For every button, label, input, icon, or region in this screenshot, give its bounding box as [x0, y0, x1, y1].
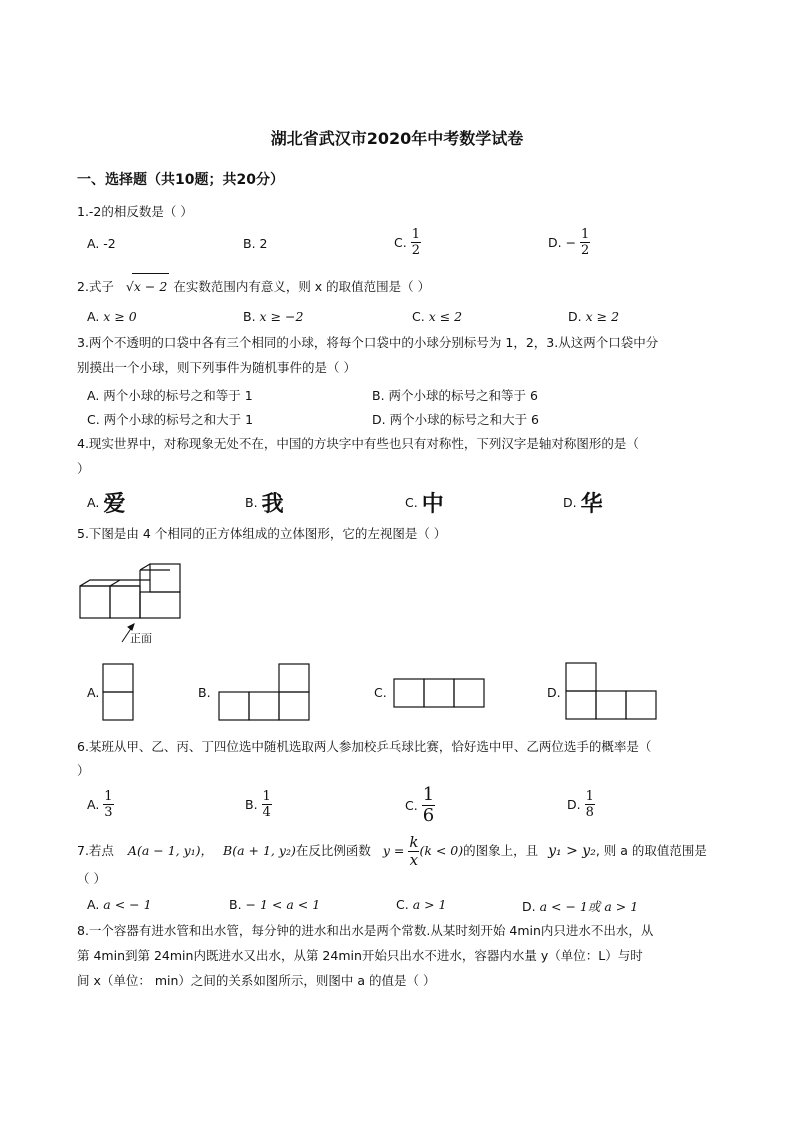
q8-stem-line2: 第 4min到第 24min内既进水又出水，从第 24min开始只出水不进水，容器内水量 y（单位：L）与时 — [77, 948, 643, 963]
q6-stem-line1: 6.某班从甲、乙、丙、丁四位选中随机选取两人参加校乒乓球比赛，恰好选中甲、乙两位选手的概率是（ — [77, 739, 652, 754]
q8-stem-line1: 8.一个容器有进水管和出水管，每分钟的进水和出水是两个常数.从某时刻开始 4min内只进水不出水，从 — [77, 923, 654, 938]
q3-option-d: D. 两个小球的标号之和大于 6 — [372, 412, 539, 427]
q2-option-c: C. x ≤ 2 — [412, 309, 463, 324]
q7-option-d: D. a < − 1或 a > 1 — [522, 899, 639, 914]
q5-view-b — [218, 663, 310, 721]
q3-option-a: A. 两个小球的标号之和等于 1 — [87, 388, 253, 403]
q4-option-a: A. 爱 — [87, 492, 126, 517]
q1-option-d: D. − $\frac{1}{2}$ — [548, 227, 590, 258]
q5-view-a — [102, 663, 134, 721]
q4-option-b: B. 我 — [245, 492, 284, 517]
q5-option-d: D. — [547, 685, 561, 700]
q4-option-c: C. 中 — [405, 492, 444, 517]
q7-stem-line2: （ ） — [77, 871, 106, 886]
q4-stem-line2: ） — [77, 461, 90, 476]
q3-option-b: B. 两个小球的标号之和等于 6 — [372, 388, 538, 403]
q2-stem: 2.式子 √x − 2 在实数范围内有意义，则 x 的取值范围是（ ） — [77, 273, 430, 299]
q6-stem-line2: ） — [77, 763, 90, 778]
q6-option-d: D. $\frac{1}{8}$ — [567, 789, 594, 820]
q5-view-d — [565, 662, 657, 720]
q5-front-label: 正面 — [130, 632, 152, 645]
q8-stem-line3: 间 x（单位： min）之间的关系如图所示，则图中 a 的值是（ ） — [77, 973, 436, 988]
q2-option-a: A. x ≥ 0 — [87, 309, 137, 324]
q5-view-c — [393, 678, 485, 708]
q7-option-a: A. a < − 1 — [87, 897, 152, 912]
q2-option-b: B. x ≥ −2 — [243, 309, 304, 324]
q1-option-a: A. -2 — [87, 236, 116, 251]
q4-stem-line1: 4.现实世界中，对称现象无处不在，中国的方块字中有些也只有对称性，下列汉字是轴对称图形的是（ — [77, 436, 639, 451]
q1-stem: 1.-2的相反数是（ ） — [77, 204, 193, 219]
q1-option-c: C. $\frac{1}{2}$ — [394, 227, 420, 258]
q7-option-b: B. − 1 < a < 1 — [229, 897, 321, 912]
q3-stem-line2: 别摸出一个小球，则下列事件为随机事件的是（ ） — [77, 360, 356, 375]
q2-option-d: D. x ≥ 2 — [568, 309, 620, 324]
q4-option-d: D. 华 — [563, 492, 603, 517]
q5-option-a: A. — [87, 685, 100, 700]
q5-stem: 5.下图是由 4 个相同的正方体组成的立体图形，它的左视图是（ ） — [77, 526, 447, 541]
section-heading: 一、选择题（共10题；共20分） — [77, 172, 284, 188]
q5-option-c: C. — [374, 685, 387, 700]
q6-option-a: A. $\frac{1}{3}$ — [87, 789, 113, 820]
q3-option-c: C. 两个小球的标号之和大于 1 — [87, 412, 254, 427]
q5-option-b: B. — [198, 685, 211, 700]
q7-option-c: C. a > 1 — [396, 897, 447, 912]
q1-option-b: B. 2 — [243, 236, 268, 251]
page-title: 湖北省武汉市2020年中考数学试卷 — [270, 129, 524, 148]
q7-stem-line1: 7.若点 A(a − 1, y₁)， B(a + 1, y₂)在反比例函数 y = $\frac{k}{x}$ (k < 0)的图象上，且 y₁ > y₂, 则 a 的取值范围是 — [77, 833, 707, 869]
q3-stem-line1: 3.两个不透明的口袋中各有三个相同的小球，将每个口袋中的小球分别标号为 1，2，3.从这两个口袋中分 — [77, 335, 659, 350]
q6-option-b: B. $\frac{1}{4}$ — [245, 789, 271, 820]
q6-option-c: C. $\frac{1}{6}$ — [405, 784, 435, 826]
